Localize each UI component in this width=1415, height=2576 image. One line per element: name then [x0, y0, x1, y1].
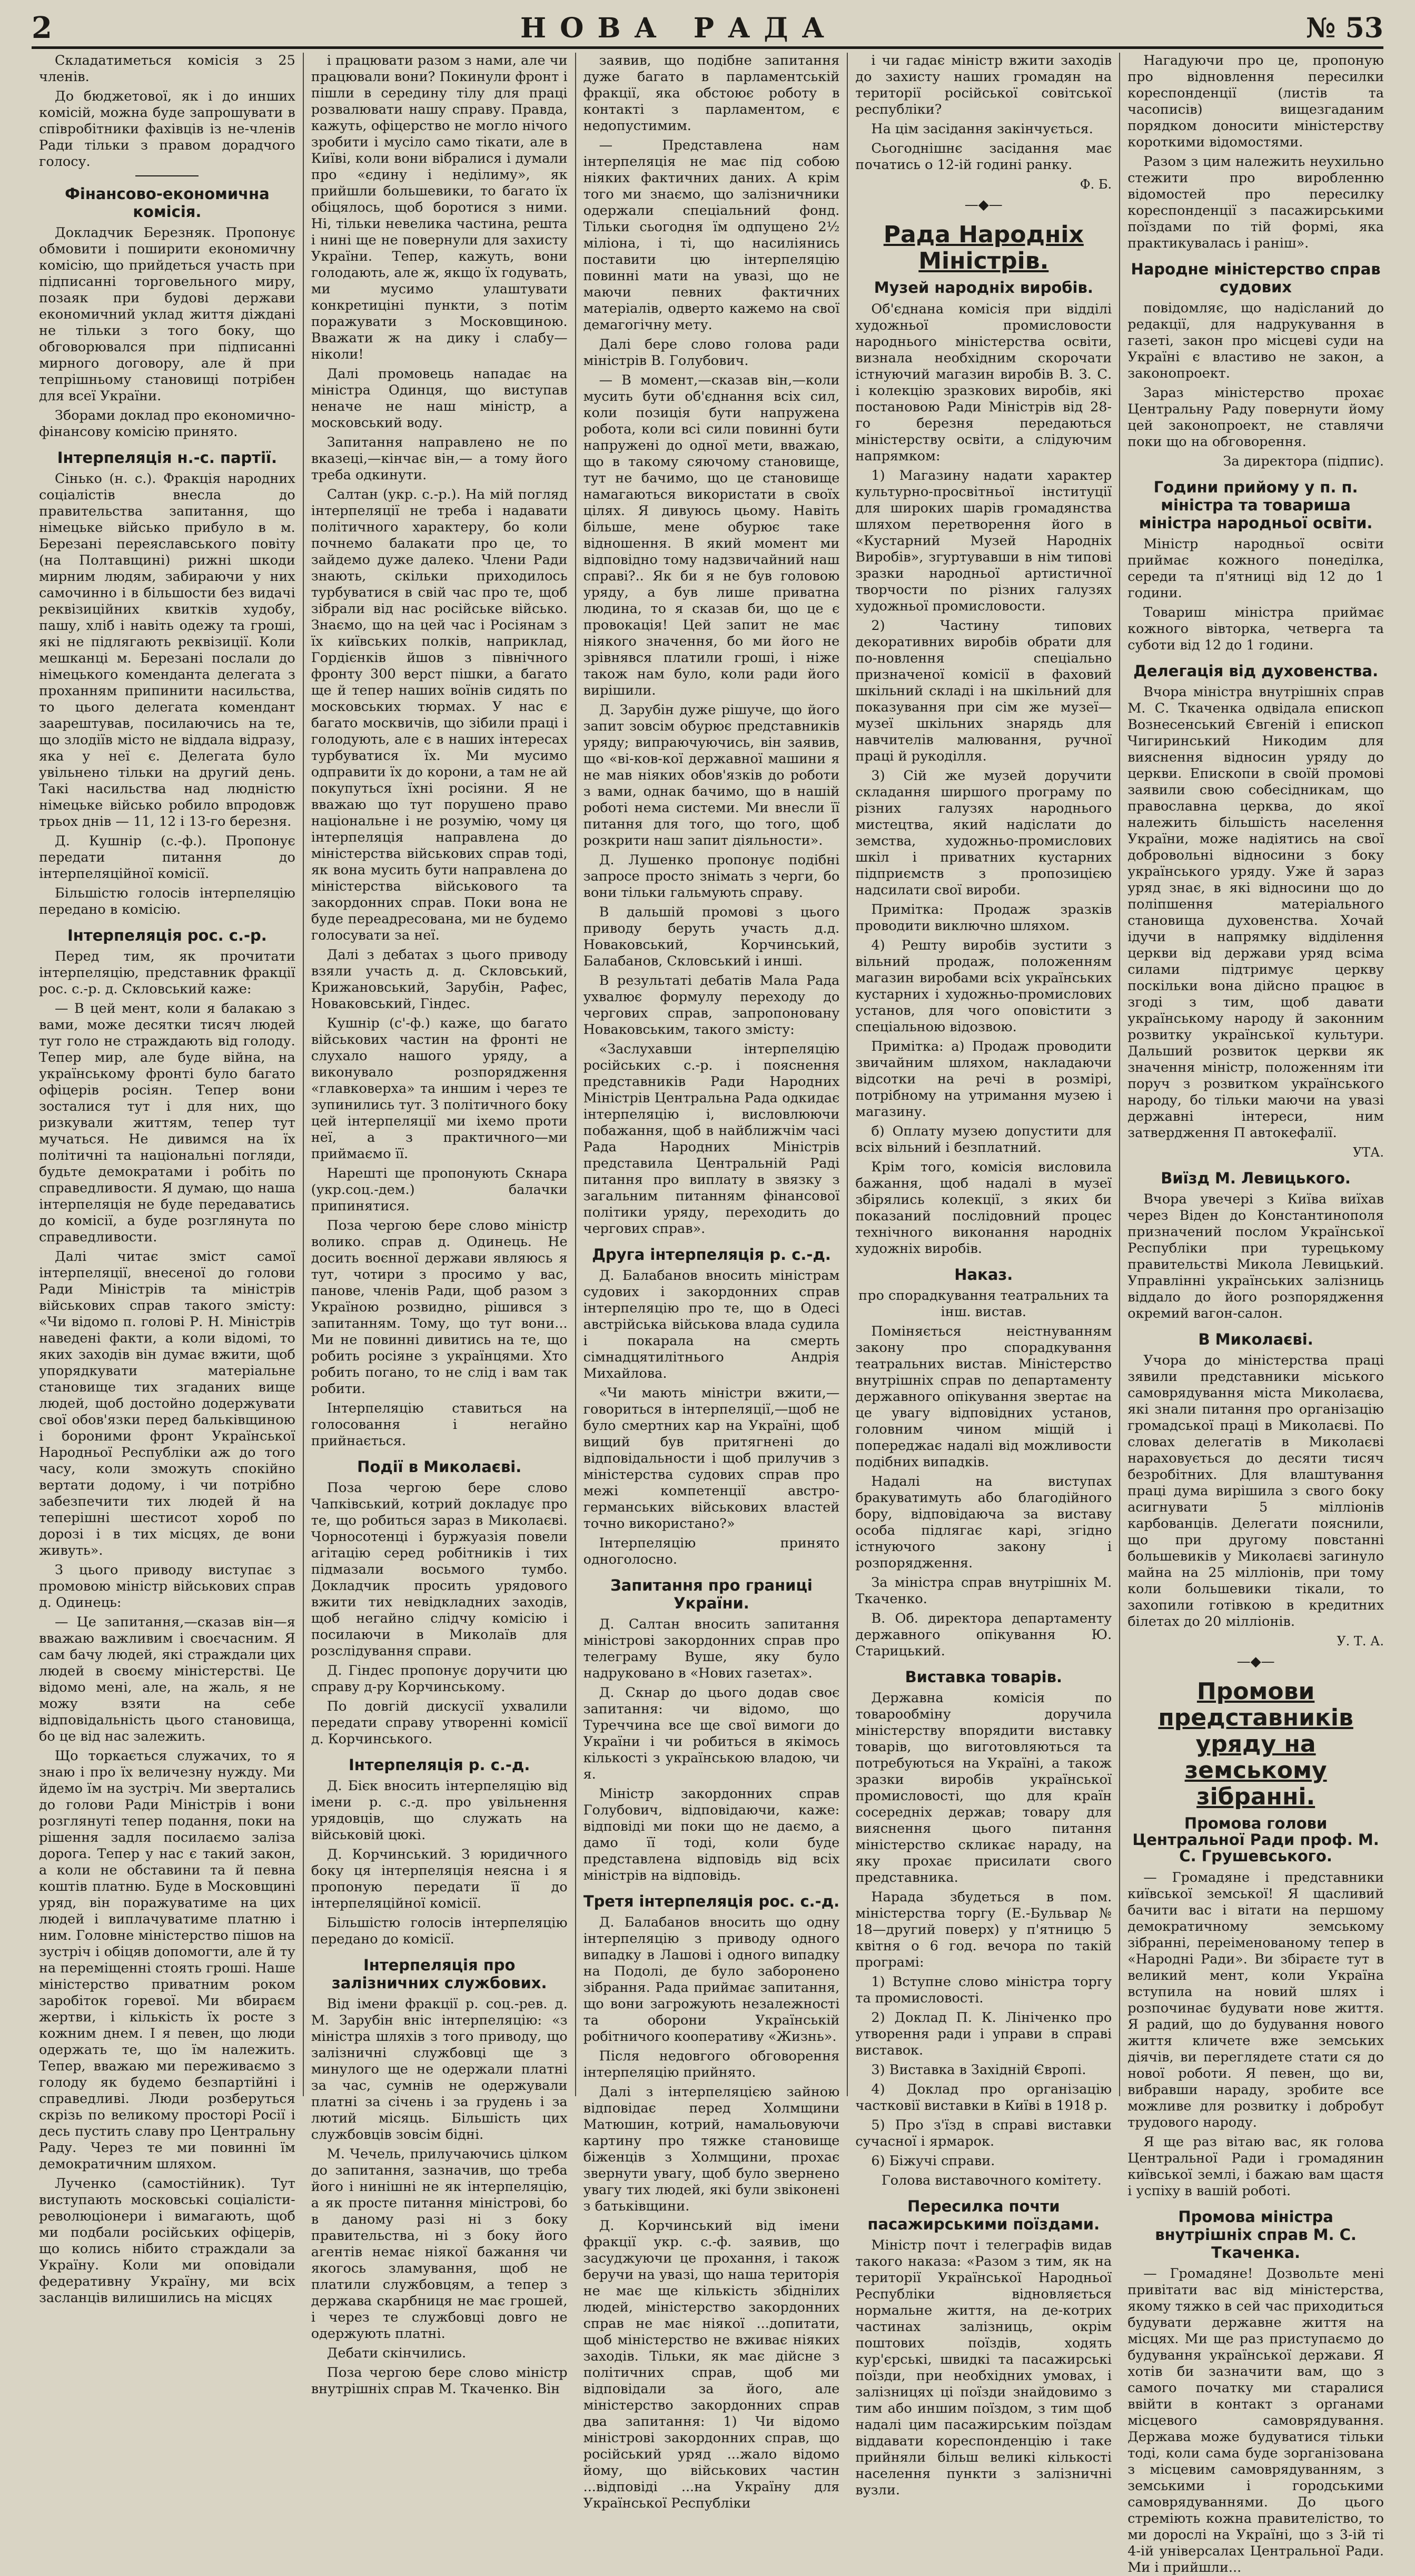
paragraph: 1) Магазину надати характер культурно-просвітньої інституції для широких шарів громадянства шляхом перетворення його в «Кустарний Музей Народніх Виробів», згуртувавши в нім типові зразки народньої артистичної творчости по різних галузях художньої промисловости.: [855, 468, 1112, 614]
section-heading: Інтерпеляція н.-с. партії.: [57, 449, 278, 467]
column-4: [848, 53, 1120, 2498]
paragraph: Надалі на виступах бракуватимуть або благодійного бору, відповідаюча за виставу особа підлягає карі, згідно істнуючого закону і розпорядження.: [855, 1474, 1112, 1571]
section-heading: Промова голови Центральної Ради проф. М. С. Грушевського.: [1132, 1814, 1379, 1865]
paragraph: Що торкається служачих, то я знаю і про їх величезну нужду. Ми йдемо їм на зустріч. Ми звертались до голови Ради Міністрів і вони розглянуті тепер подання, поки на рішення задля посилаємо заліза дорога. Тепер у нас є такий закон, а коли не обставини та й певна коштів платню. Буде в Московщині уряд, він поражуватиме на цих людей і виплачуватиме платню і ним. Головне міністерство пішов на зустріч і обіцяв допомогти, але й ту на переміщенні стоять гроші. Наше міністерство приватним роком заробіток горевої. Ми вбираєм жертви, і кількість їх росте з кожним днем. І я певен, що люди одержать те, що їм належить. Тепер, вважаю ми переживаємо з голоду як будемо безпартійні і справедливі. Люди розберуться скрізь по великому просторі Росії і десь пустить славу про Центральну Раду. Через те ми повинні їм демократичним шляхом.: [39, 1748, 295, 2172]
section-headline: Рада Народніх Міністрів.: [883, 221, 1084, 274]
paragraph: Зборами доклад про економично-фінансову комісію принято.: [39, 408, 295, 440]
section-heading: Запитання про границі України.: [610, 1576, 813, 1612]
paragraph: Д. Кушнір (с.-ф.). Пропонує передати питання до інтерпеляційної комісії.: [39, 833, 295, 882]
section-heading: Друга інтерпеляція р. с.-д.: [592, 1246, 831, 1264]
paragraph: — В момент,—сказав він,—коли мусить бути об'єднання всіх сил, коли позиція бути напружена робота, коли всі сили повинні бути напружені до одної мети, вважаю, що в такому сяючому становище, тут не бачимо, що це становище намагаються використати в своїх цілях. Я дивуюсь цьому. Навіть більше, мене обурює таке відношення. В який момент ми відповідно тому надзвичайний наш справі?.. Як би я не був головою уряду, а був лише приватна людина, то я сказав би, що це є провокація! Цей запит не має ніякого значення, бо ми його не зрівнявся платили гроші, і ніже також нам було, коли ради його вирішили.: [583, 372, 840, 698]
newspaper-title: НОВА РАДА: [520, 12, 838, 44]
section-heading: Виїзд М. Левицького.: [1161, 1169, 1351, 1187]
paragraph: Більшістю голосів інтерпеляцію передано до комісії.: [311, 1915, 568, 1947]
paragraph: Запитання направлено не по вказеці,—кінчає він,— а тому його треба одкинути.: [311, 435, 568, 483]
paragraph: Далі бере слово голова ради міністрів В. Голубович.: [583, 337, 840, 369]
paragraph: Разом з цим належить неухильно стежити про виробленню відомостей про пересилку кореспонденції з пасажирськими поїздами по тій формі, яка практикувалась і раніш».: [1127, 154, 1384, 251]
paragraph: Нарешті ще пропонують Скнара (укр.соц.-дем.) балачки припинятися.: [311, 1166, 568, 1214]
issue-number: № 53: [1306, 12, 1383, 44]
column-1: [32, 53, 304, 2306]
page-number: 2: [32, 11, 52, 45]
paragraph: Д. Гіндес пропонує доручити цю справу д-ру Корчинському.: [311, 1663, 568, 1695]
paragraph: і працювати разом з нами, але чи працювали вони? Покинули фронт і пішли в середину тілу для праці розвалювати нашу справу. Правда, кажуть, офіцерство не могло нічого зробити і мусіло само тікати, але в Київі, коли вони вібралися і думали про «єдину і неділиму», як прийшли большевики, то багато їх обіцялось, щоб боротися з ними. Ні, тільки невелика частина, решта і нині ще не повернули для захисту України. Тепер, кажуть, вони голодають, але ж, якщо їх годувать, ми мусимо улаштувати конкретиціні пункти, з потім поражувати з Московщиною. Вважати ж на дику і слабу—ніколи!: [311, 53, 568, 362]
paragraph: Поза чергою бере слово міністр волико. справ д. Одинець. Не досить воєнної держави являюсь я тут, чотири з просимо у вас, панове, членів Ради, щоб разом з Україною розвидно, рішився з запитанням. Тому, що тут вони... Ми не повинні дивитись на те, що робить росіяне з українцями. Хто робить погано, то не слід і вам так робити.: [311, 1218, 568, 1397]
section-heading: Інтерпеляція рос. с.-р.: [67, 926, 267, 944]
paragraph: — Громадяне! Дозвольте мені привітати вас від міністерства, якому тяжко в сей час приходиться будувати державне життя на місцях. Ми ще раз приступаємо до будування української держави. Я хотів би зазначити вам, що з самого початку ми старалися ввійти в контакт з органами місцевого самоврядування. Держава може будуватися тільки тоді, коли сама буде зорганізована з місцевим самоврядуванням, з земськими і городськими самоврядуваннями. До цього стреміють кожна правителіство, то ми дорослі на Україні, що з 3-ій ті 4-ій універсалах Центральної Ради. Ми і прийшли...: [1127, 2266, 1384, 2575]
paragraph: Лученко (самостійник). Тут виступають московські соціалісти-революціонери і вимагають, щоб ми подбали російських офіцерів, що колись нібито страждали за Україну. Коли ми оповідали федеративну Україну, ми всіх засланців вилишились на місцях: [39, 2176, 295, 2306]
section-heading: Народне міністерство справ судових: [1131, 260, 1381, 296]
paragraph: Д. Балабанов вносить міністрам судових і закордонних справ інтерпеляцію про те, що в Одесі австрійська військова влада судила і покарала на смерть сімнадцятилітнього Андрія Михайлова.: [583, 1268, 840, 1381]
paragraph: Інтерпеляцію ставиться на голосовання і негайно прийнається.: [311, 1400, 568, 1449]
paragraph: Голова виставочного комітету.: [881, 2173, 1102, 2188]
section-headline: Промови представників уряду на земському зібранні.: [1158, 1678, 1353, 1810]
paragraph: В дальшій промові з цього приводу беруть участь д.д. Новаковський, Корчинський, Балабанов, Скловський і инші.: [583, 904, 840, 969]
paragraph: Докладчик Березняк. Пропонує обмовити і поширити економичну комісію, що прийдеться участь при підписанні торговельного миру, позаяк при будові держави економичний уклад життя діждані не тільки з того боку, що обговорювался при підписанні мирного договору, але й при тепрішньому становищі потрібен для всеї України.: [39, 225, 295, 404]
signature: У. Т. А.: [1337, 1634, 1384, 1649]
paragraph: Вчора міністра внутрішніх справ М. С. Ткаченка одвідала епископ Вознесенський Євгеній і епископ Чигиринський Никодим для вияснення відносин уряду до церкви. Епископи в своїй промові заявили свою собесідникам, що православна церква, до якої належить більшість населення України, може надіятись на свої добровольні відносини з боку українського уряду. Уже й зараз уряд знає, в які відносини що до поліпшення матеріального становища духовенства. Хочай ідучи в напрямку відділення церкви від держави уряд всіма силами підтримує церкву поскільки вона дійсно працює в згоді з тим, щоб давати українському народу й законним розвитку української культури. Дальший розвиток церкви як значення міністр, положенням іти поруч з розвитком українського народу, бо тільки маючи на увазі державні інтереси, ним затвердження П автокефалії.: [1127, 684, 1384, 1141]
paragraph: М. Чечель, прилучаючись цілком до запитання, зазначив, що треба його і нинішні не як інтерпеляцію, а як просте питання міністрові, бо в даному разі ні з боку правительства, ні з боку його агентів немає ніякої бажання чи якогось зламування, щоб не платили службовцям, а тепер з держава скарбниця не має грошей, і через те службовці довго не одержують платні.: [311, 2146, 568, 2342]
paragraph: В результаті дебатів Мала Рада ухвалює формулу переходу до чергових справ, запропоновану Новаковським, такого змісту:: [583, 973, 840, 1038]
paragraph: Після недовгого обговорення інтерпеляцію прийнято.: [583, 2048, 840, 2080]
paragraph: Д. Лушенко пропонує подібні запросе просто знімать з черги, бо вони тільки гальмують справу.: [583, 852, 840, 901]
section-heading: Наказ.: [954, 1266, 1013, 1284]
paragraph: Д. Салтан вносить запитання міністрові закордонних справ про телеграму Вуше, яку було надруковано в «Нових газетах».: [583, 1616, 840, 1681]
paragraph: Більшістю голосів інтерпеляцію передано в комісію.: [39, 885, 295, 917]
signature: Ф. Б.: [1080, 177, 1112, 192]
section-heading: В Миколаєві.: [1198, 1330, 1313, 1348]
ornament-divider: —◆—: [1236, 1654, 1275, 1670]
paragraph: 5) Про з'їзд в справі виставки сучасної і ярмарок.: [855, 2117, 1112, 2149]
paragraph: Учора до міністерства праці зявили представники міського самоврядування міста Миколаєва, які знали питання про організацію громадської праці в Миколаєві. По словах делегатів в Миколаєві нараховується до десяти тисяч безробітних. Для влаштування праці дума вирішила з свого боку асигнувати 5 мілліонів карбованців. Делегати пояснили, що при другому повстанні большевиків у Миколаєві загинуло майна на 25 мілліонів, при тому коли большевики тікали, то захопили готівкою в кредитних білетах до 20 мілліонів.: [1127, 1353, 1384, 1630]
paragraph: На цім засідання закінчується.: [871, 121, 1093, 137]
paragraph: Поміняється неістнуванням закону про спорадкування театральних вистав. Міністерство внутрішніх справ по департаменту державного опікування звертає на це увагу відповідних установ, головним чином міщій і попереджає надалі від можливости подібних випадків.: [855, 1324, 1112, 1470]
paragraph: Поза чергою бере слово міністр внутрішніх справ М. Ткаченко. Він: [311, 2365, 568, 2397]
paragraph: Товариш міністра приймає кожного вівторка, четверга та суботи від 12 до 1 години.: [1127, 605, 1384, 653]
paragraph: Далі з дебатах з цього приводу взяли участь д. д. Скловський, Крижановський, Зарубін, Рафес, Новаковський, Гіндес.: [311, 947, 568, 1012]
paragraph: про спорадкування театральних та інш. вистав.: [858, 1288, 1109, 1320]
paragraph: По довгій дискусії ухвалили передати справу утворенні комісії д. Корчинського.: [311, 1699, 568, 1747]
paragraph: «Заслухавши інтерпеляцію російських с.-р. і пояснення представників Ради Народних Міністрів Центральна Рада одкидає інтерпеляцію і, висловлюючи побажання, щоб в найближчім часі Рада Народних Міністрів представила Центральній Раді питання про виплату в звязку з загальним питанням фінансової політики уряду, переходить до чергових справ».: [583, 1041, 840, 1237]
paragraph: Примітка: а) Продаж проводити звичайним шляхом, накладаючи відсотки на речі в розмірі, потрібному на утримання музею і магазину.: [855, 1039, 1112, 1120]
paragraph: 6) Біжучі справи.: [871, 2153, 995, 2169]
paragraph: Складатиметься комісія з 25 членів.: [39, 53, 295, 85]
section-heading: Інтерпеляція р. с.-д.: [349, 1756, 530, 1774]
paragraph: Д. Балабанов вносить що одну інтерпеляцію з приводу одного випадку в Лашові і одного випадку на Подолі, де було заборонено зібрання. Рада приймає запитання, що вони загрожують незалежності та оборони Українській робітничого кооперативу «Жизнь».: [583, 1914, 840, 2045]
paragraph: Крім того, комісія висловила бажання, щоб надалі в музеї збірялись колекції, з яких би показаний послідовний процес технічного виконання народніх художніх виробів.: [855, 1159, 1112, 1257]
paragraph: Я ще раз вітаю вас, як голова Центральної Ради і громадянин київської землі, і бажаю вам щастя і успіху в вашій роботі.: [1127, 2134, 1384, 2199]
paragraph: Державна комісія по товарообміну доручила міністерству впорядити виставку товарів, що виготовляються та потребуються на Україні, а також зразки виробів української промисловості, що для країн сосередніх держав; товару для вияснення цього питання міністерство скликає нараду, на яку прохає присилати свого представника.: [855, 1690, 1112, 1886]
paragraph: Далі промовець нападає на міністра Одинця, що виступав неначе не наш міністр, а московський воду.: [311, 366, 568, 431]
paragraph: Д. Корчинський. З юридичного боку ця інтерпеляція неясна і я пропоную передати її до інтерпеляційної комісії.: [311, 1847, 568, 1911]
paragraph: «Чи мають міністри вжити,—говориться в інтерпеляції,—щоб не було смертних кар на Україні, щоб вищий був притягнені до відповідальности і щоб прилучив з міністерства судових справ про межі компетенції австро-германських військових властей точно використано?»: [583, 1385, 840, 1532]
paragraph: Кушнір (с'-ф.) каже, що багато військових частин на фронті не слухало нашого уряду, а виконувало розпорядження «главковерха» та иншим і через те зупинились тут. З політичного боку цей інтерпеляції ми іхемо проти неї, а з практичного—ми приймаємо її.: [311, 1015, 568, 1162]
paragraph: Нагадуючи про це, пропоную про відновлення пересилки кореспонденції (листів та часописів) вищезгаданим порядком доносити міністерству короткими відомостями.: [1127, 53, 1384, 150]
section-heading: Години прийому у п. п. міністра та товариша міністра народньої освіти.: [1139, 478, 1373, 532]
divider: [135, 175, 199, 176]
paragraph: 2) Частину типових декоративних виробів обрати для по-новлення спеціально призначеної комісії в фаховий шкільний складі і на шкільний для показування при сім же музеї—музеї шкільних знарядь для навчителів малювання, ручної праці й рукоділля.: [855, 618, 1112, 764]
paragraph: 3) Сій же музей доручити складання ширшого програму по різних галузях народнього мистецтва, який надіслати до земства, художньо-промислових шкіл і приватних кустарних підприємств з пропозицією надсилати свої вироби.: [855, 768, 1112, 898]
paragraph: За міністра справ внутрішніх М. Ткаченко.: [855, 1575, 1112, 1607]
paragraph: 3) Виставка в Західній Європі.: [871, 2062, 1086, 2078]
paragraph: Вчора увечері з Київа виїхав через Віден до Константинополя призначений послом Української Республіки при турецькому правительстві Микола Левицький. Управлінні українських залізниць віддало до його розпорядження окремий вагон-салон.: [1127, 1191, 1384, 1321]
paragraph: Зараз міністерство прохає Центральну Раду повернути йому цей законопроект, не ставлячи поки що на обговорення.: [1127, 385, 1384, 450]
columns: [32, 53, 1391, 2575]
section-heading: Делегація від духовенства.: [1133, 662, 1379, 680]
paragraph: б) Оплату музею допустити для всіх вільний і безплатний.: [855, 1123, 1112, 1156]
ornament-divider: —◆—: [964, 197, 1003, 213]
paragraph: Нарада збудеться в пом. міністерства торгу (Е.-Бульвар № 18—другий поверх) у п'ятницю 5 квітня о 6 год. вечора по такій програмі:: [855, 1889, 1112, 1970]
column-3: [576, 53, 848, 2511]
paragraph: 2) Доклад П. К. Лініченко про утворення ради і управи в справі виставок.: [855, 2010, 1112, 2058]
paragraph: — Це запитання,—сказав він—я вважаю важливим і своєчасним. Я сам бачу людей, які страждали цих людей в своєму міністерстві. Це відомо мені, але, на жаль, я не можу взяти на себе відповідальність цього становища, бо це від нас залежить.: [39, 1614, 295, 1744]
paragraph: Д. Бієк вносить інтерпеляцію від імени р. с.-д. про увільнення урядовців, що служать на військовій цюкі.: [311, 1778, 568, 1843]
section-heading: Фінансово-економична комісія.: [65, 185, 270, 221]
paragraph: Салтан (укр. с.-р.). На мій погляд інтерпеляції не треба і надавати політичного характеру, бо коли почнемо балакати про це, то зайдемо дуже далеко. Члени Ради знають, скільки приходилось турбуватися в свій час про те, щоб зібрали від нас російське військо. Знаємо, що на цей час і Росіянам з їх київських полків, наприклад, Гордієнків йшов з північного фронту 300 верст пішки, а багато ще й тепер наших воїнів сидять по московських тюрмах. У нас є багато москвичів, що зібили праці і голодують, але є в наших інтересах турбуватися їх. Ми мусимо одправити їх до корони, а там не ай покупуться їхні росіяни. Я не вважаю що тут порушено право національне і не розумію, чому ця інтерпеляція направлена до міністерства військових справ тоді, як вона мусить бути направлена до міністерства військового та закордонних справ. Поки вона не буде переадресована, ми не будемо голосувати за неї.: [311, 487, 568, 943]
paragraph: Д. Скнар до цього додав своє запитання: чи відомо, що Туреччина все ще свої вимоги до України і чи робиться в якімось кількості з українською владою, чи я.: [583, 1685, 840, 1782]
paragraph: Перед тим, як прочитати інтерпеляцію, представник фракції рос. с.-р. д. Скловський каже:: [39, 949, 295, 997]
paragraph: Поза чергою бере слово Чапківський, котрий докладує про те, що робиться зараз в Миколаєві. Чорносотенці і буржуазія повели агітацію серед робітників і тих підмазали восьмого тумбо. Докладчик просить урядового вжити тих невідкладних заходів, щоб негайно слідчу комісію і посилаючи в Миколаїв для розслідування справи.: [311, 1480, 568, 1659]
paragraph: Від імени фракції р. соц.-рев. д. М. Зарубін вніс інтерпеляцію: «з міністра шляхів з того приводу, що залізничні службовці ще з минулого ще не одержали платні за час, сумнів не одержували платні за січень і за грудень і за лютий місяць. Більшість цих службовців зовсім бідні.: [311, 1996, 568, 2143]
paragraph: — В цей мент, коли я балакаю з вами, може десятки тисяч людей тут голо не страждають від голоду. Тепер мир, але буде війна, на українському фронті було багато офіцерів росіян. Тепер вони зосталися тут і для них, що ризкували життям, тепер тут мучаться. Не дивимся на їх політичні та національні погляди, будьте демократами і робіть по справедливости. Я думаю, що наша інтерпеляція не буде передаватись до комісії, а буде розглянута по справедливости.: [39, 1001, 295, 1245]
paragraph: Д. Корчинський від імени фракції укр. с.-ф. заявив, що засуджуючи це прохання, і також беручи на увазі, що наша територія не має ще кількість збіднілих людей, міністерство закордонних справ не має ніякої ...допитати, щоб міністерство не вживає ніяких заходів. Тільки, як має дійсне з політичних справ, щоб ми відповідали за його, але міністерство закордонних справ два запитання: 1) Чи відомо міністрові закордонних справ, що російський уряд ...жало відомо йому, що військових частин ...відповіді ...на Україну для Української Республіки: [583, 2218, 840, 2511]
paragraph: Об'єднана комісія при відділі художньої промисловости народнього міністерства освіти, визнала необхідним скорочати істнуючий магазин виробів В. З. С. і колекцію зразкових виробів, які постановою Ради Міністрів від 28-го березня передаються міністерству освіти, а слідуючим напрямком:: [855, 301, 1112, 464]
paragraph: З цього приводу виступає з промовою міністр військових справ д. Одинець:: [39, 1562, 295, 1611]
section-heading: Промова міністра внутрішніх справ М. С. Ткаченка.: [1155, 2208, 1357, 2262]
paragraph: — Представлена нам інтерпеляція не має під собою ніяких фактичних даних. А крім того ми знаємо, що залізничники одержали спеціальний фонд. Тільки сьогодня їм одпущено 2½ міліона, і ті, що насиліянись поставити цю інтерпеляцію повинні мати на увазі, що не маючи певних фактичних матеріалів, одверто кажемо на свої демагогічну мету.: [583, 137, 840, 333]
paragraph: Міністр почт і телеграфів видав такого наказа: «Разом з тим, як на території Української Народньої Республіки відновляється нормальне життя, на де-котрих частинах залізниць, окрім поштових поїздів, ходять кур'єрські, швидкі та пасажирські поїзди, при необхідних умовах, і залізницях ці поїзди знайдовимо з тим або иншим поїздом, з тим щоб надалі цим пасажирським поїздам віддавати кореспонденцію і таке прийняли більш великі кількості населення пункти з залізничні вузли.: [855, 2237, 1112, 2498]
paragraph: Дебати скінчились.: [326, 2345, 467, 2361]
paragraph: Далі читає зміст самої інтерпеляції, внесеної до голови Ради Міністрів та міністрів військових справ такого змісту: «Чи відомо п. голові Р. Н. Міністрів наведені факти, а коли відомі, то яких заходів він думає вжити, щоб упорядкувати матеріальне становище тих згаданих вище людей, щоб достойно додержувати свої обов'язки перед бальківщиною і бороними фронт Української Народньої Республіки аж до того часу, коли зможуть спокійно вертати додому, і чи потрібно забезпечити тих людей й на теперішні шестисот хороб по дорозі і в тих місцях, де вони живуть».: [39, 1249, 295, 1558]
section-heading: Пересилка почти пасажирськими поїздами.: [867, 2197, 1100, 2233]
section-heading: Інтерпеляція про залізничних службових.: [331, 1956, 547, 1992]
paragraph: заявив, що подібне запитання дуже багато в парламентській фракції, яка обстоює роботу в контакті з парламентом, є недопустимим.: [583, 53, 840, 134]
paragraph: Міністр народньої освіти приймає кожного понеділка, середи та п'ятниці від 12 до 1 години.: [1127, 536, 1384, 601]
column-5: [1120, 53, 1391, 2575]
column-2: [304, 53, 576, 2397]
section-heading: Виставка товарів.: [905, 1668, 1062, 1686]
paragraph: Інтерпеляцію принято одноголосно.: [583, 1535, 840, 1567]
paragraph: В. Об. директора департаменту державного опікування Ю. Старицький.: [855, 1611, 1112, 1659]
section-heading: Музей народніх виробів.: [874, 279, 1093, 297]
paragraph: Сьогоднішнє засідання має початись о 12-ій годині ранку.: [855, 141, 1112, 173]
section-heading: Третя інтерпеляція рос. с.-д.: [583, 1892, 840, 1910]
paragraph: Примітка: Продаж зразків проводити виключно шляхом.: [855, 902, 1112, 934]
paragraph: До бюджетової, як і до инших комісій, можна буде запрошувати в співробітники фахівців із не-членів Ради тільки з правом дорадчого голосу.: [39, 88, 295, 170]
paragraph: і чи гадає міністр вжити заходів до захисту наших громадян на території російської совітської республіки?: [855, 53, 1112, 117]
paragraph: За директора (підпис).: [1223, 453, 1384, 469]
paragraph: Д. Зарубін дуже рішуче, що його запит зовсім обурює представників уряду; випраючуючись, він заявив, що «ві-ков-кої державної машини я не мав ніяких обов'язків до роботи з вами, однак бачимо, що в нашій роботі нема системи. Ми внесли її питання для того, що того, щоб розкрити наш запит діяльности».: [583, 702, 840, 848]
paragraph: 4) Доклад про організацію частковії виставки в Київі в 1918 р.: [855, 2081, 1112, 2114]
paragraph: 1) Вступне слово міністра торгу та промисловості.: [855, 1974, 1112, 2006]
section-heading: Події в Миколаєві.: [357, 1458, 522, 1476]
masthead: [32, 9, 1383, 49]
paragraph: Далі з інтерпеляцією зайною відповідає перед Холмщини Матюшин, котрий, намальовуючи картину про тяжке становище біженців з Холмщини, прохає звернути увагу, щоб було звернено увагу тих людей, які були звіконені з батьківщини.: [583, 2084, 840, 2214]
paragraph: повідомляє, що надісланий до редакції, для надрукування в газеті, закон про місцеві суди на Україні є властиво не закон, а законопроект.: [1127, 300, 1384, 381]
signature: УТА.: [1352, 1145, 1384, 1160]
paragraph: 4) Решту виробів зустити з вільний продаж, положенням магазин виробами всіх українських кустарних і художньо-промислових установ, для чого оповістити з спеціальною відозвою.: [855, 937, 1112, 1035]
paragraph: — Громадяне і представники київської земської! Я щасливий бачити вас і вітати на першому демократичному земському зібранні, переіменованому тепер в «Народні Ради». Ви збіраєте тут в великий мент, коли Україна вступила на новий шлях і розпочинає будувати нове життя. Я радий, що до будування нового життя кличете вже земських діячів, ви переглядете стати ся до нової роботи. Я певен, що ви, вибравши нараду, зробите все можливе для розвитку і добробут трудового народу.: [1127, 1870, 1384, 2130]
paragraph: Міністр закордонних справ Голубович, відповідаючи, каже: відповіді ми поки що не даємо, а дамо її тоді, коли буде представлена відповідь від всіх міністрів на відповідь.: [583, 1786, 840, 1883]
paragraph: Сінько (н. с.). Фракція народних соціалістів внесла до правительства запитання, що німецьке військо прибуло в м. Березані переяславського повіту (на Полтавщині) рижні шкоди мирним людям, забираючи у них самочинно і в більшости без видачі реквізиційних квитків худобу, пашу, хліб і навіть одежу та гроші, які не підлягають реквізиції. Коли мешканці м. Березані послали до німецького коменданта делегата з проханням припинити насильства, то цього делегата комендант заарештував, посилаючись на те, що злодіїв місто не віддала відразу, яка у неї є. Делегата було увільнено тільки на другий день. Такі насильства над людністю німецьке військо робило впродовж трьох днів — 11, 12 і 13-го березня.: [39, 471, 295, 830]
